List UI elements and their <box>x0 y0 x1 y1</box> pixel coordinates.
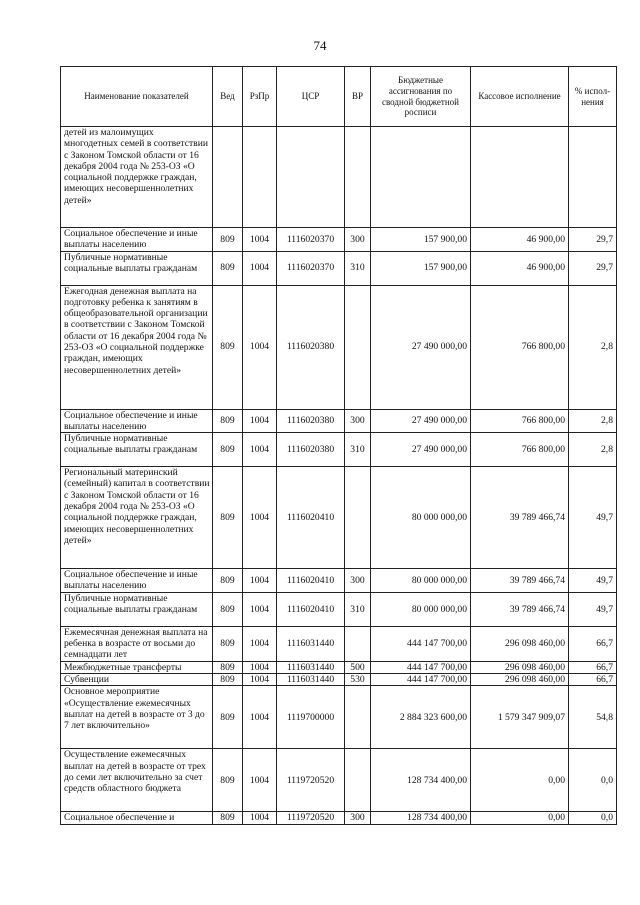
cell-assignments: 444 147 700,00 <box>371 673 471 685</box>
cell-percent: 29,7 <box>569 251 617 285</box>
cell-cash: 296 098 460,00 <box>471 673 569 685</box>
cell-cash: 766 800,00 <box>471 409 569 433</box>
cell-csr: 1116020410 <box>277 467 345 569</box>
cell-vr <box>345 127 371 228</box>
cell-csr: 1116020410 <box>277 569 345 593</box>
cell-rzpr: 1004 <box>243 409 277 433</box>
cell-vr: 500 <box>345 661 371 673</box>
cell-rzpr: 1004 <box>243 228 277 252</box>
table-row <box>61 626 617 661</box>
cell-ved: 809 <box>213 592 243 626</box>
cell-csr: 1116031440 <box>277 626 345 661</box>
cell-rzpr: 1004 <box>243 812 277 824</box>
cell-cash: 1 579 347 909,07 <box>471 686 569 749</box>
cell-cash: 766 800,00 <box>471 285 569 409</box>
cell-rzpr <box>243 127 277 228</box>
cell-name: Осуществление ежемесячных выплат на детей в возрасте от трех до семи лет включительно за счет средств областного бюджета <box>61 749 213 812</box>
cell-name: Публичные нормативные социальные выплаты гражданам <box>61 592 213 626</box>
cell-cash: 0,00 <box>471 749 569 812</box>
cell-percent: 66,7 <box>569 661 617 673</box>
cell-rzpr: 1004 <box>243 467 277 569</box>
cell-ved: 809 <box>213 749 243 812</box>
table-row <box>61 673 617 685</box>
cell-name: Региональный материнский (семейный) капитал в соответствии с Законом Томской области от 16 декабря 2004 года № 253-ОЗ «О социальной поддержке граждан, имеющих несовершеннолетних детей» <box>61 467 213 569</box>
cell-assignments: 80 000 000,00 <box>371 569 471 593</box>
page-number: 74 <box>313 38 327 53</box>
table-row <box>61 467 617 569</box>
cell-csr: 1116020380 <box>277 409 345 433</box>
cell-assignments: 80 000 000,00 <box>371 592 471 626</box>
cell-name: Субвенции <box>61 673 213 685</box>
cell-percent: 66,7 <box>569 626 617 661</box>
cell-csr: 1116020410 <box>277 592 345 626</box>
cell-vr: 310 <box>345 592 371 626</box>
cell-rzpr: 1004 <box>243 569 277 593</box>
cell-vr: 530 <box>345 673 371 685</box>
cell-percent: 2,8 <box>569 433 617 467</box>
cell-cash: 296 098 460,00 <box>471 626 569 661</box>
cell-percent: 29,7 <box>569 228 617 252</box>
cell-name: Социальное обеспечение и иные выплаты населению <box>61 569 213 593</box>
cell-vr: 300 <box>345 812 371 824</box>
cell-vr <box>345 626 371 661</box>
header-assignments: Бюджетные ассигнования по сводной бюджетной росписи <box>371 67 471 127</box>
table-header-row <box>61 67 617 127</box>
cell-assignments: 128 734 400,00 <box>371 812 471 824</box>
cell-rzpr: 1004 <box>243 285 277 409</box>
table-row <box>61 812 617 824</box>
table-row <box>61 228 617 252</box>
cell-ved: 809 <box>213 285 243 409</box>
cell-ved: 809 <box>213 673 243 685</box>
cell-ved <box>213 127 243 228</box>
table-row <box>61 686 617 749</box>
table-row <box>61 661 617 673</box>
cell-csr: 1116020370 <box>277 251 345 285</box>
cell-assignments: 444 147 700,00 <box>371 626 471 661</box>
cell-name: Публичные нормативные социальные выплаты гражданам <box>61 433 213 467</box>
cell-csr: 1116020370 <box>277 228 345 252</box>
cell-assignments: 157 900,00 <box>371 228 471 252</box>
cell-ved: 809 <box>213 626 243 661</box>
cell-cash: 46 900,00 <box>471 251 569 285</box>
table-row <box>61 433 617 467</box>
cell-rzpr: 1004 <box>243 686 277 749</box>
cell-percent: 49,7 <box>569 592 617 626</box>
cell-ved: 809 <box>213 251 243 285</box>
cell-cash: 0,00 <box>471 812 569 824</box>
cell-ved: 809 <box>213 409 243 433</box>
header-ved: Вед <box>213 67 243 127</box>
cell-vr <box>345 686 371 749</box>
cell-rzpr: 1004 <box>243 749 277 812</box>
cell-percent: 49,7 <box>569 467 617 569</box>
cell-assignments: 444 147 700,00 <box>371 661 471 673</box>
cell-percent: 0,0 <box>569 749 617 812</box>
cell-csr: 1119720520 <box>277 812 345 824</box>
cell-assignments: 27 490 000,00 <box>371 433 471 467</box>
cell-percent: 2,8 <box>569 409 617 433</box>
cell-assignments: 2 884 323 600,00 <box>371 686 471 749</box>
cell-vr: 310 <box>345 433 371 467</box>
cell-name: Основное мероприятие «Осуществление ежемесячных выплат на детей в возрасте от 3 до 7 лет включительно» <box>61 686 213 749</box>
cell-vr: 310 <box>345 251 371 285</box>
table-body <box>61 127 617 825</box>
cell-assignments: 27 490 000,00 <box>371 409 471 433</box>
cell-name: Публичные нормативные социальные выплаты гражданам <box>61 251 213 285</box>
cell-ved: 809 <box>213 812 243 824</box>
cell-assignments: 157 900,00 <box>371 251 471 285</box>
cell-ved: 809 <box>213 569 243 593</box>
header-name: Наименование показателей <box>61 67 213 127</box>
cell-ved: 809 <box>213 467 243 569</box>
cell-vr: 300 <box>345 409 371 433</box>
cell-percent: 2,8 <box>569 285 617 409</box>
header-cash: Кассовое исполнение <box>471 67 569 127</box>
cell-vr <box>345 467 371 569</box>
cell-cash: 39 789 466,74 <box>471 592 569 626</box>
cell-assignments <box>371 127 471 228</box>
cell-rzpr: 1004 <box>243 251 277 285</box>
header-csr: ЦСР <box>277 67 345 127</box>
cell-cash <box>471 127 569 228</box>
cell-vr <box>345 749 371 812</box>
cell-name: Межбюджетные трансферты <box>61 661 213 673</box>
cell-percent: 66,7 <box>569 673 617 685</box>
cell-rzpr: 1004 <box>243 626 277 661</box>
table-row <box>61 285 617 409</box>
header-rzpr: РзПр <box>243 67 277 127</box>
cell-percent: 54,8 <box>569 686 617 749</box>
cell-csr: 1116031440 <box>277 661 345 673</box>
cell-vr <box>345 285 371 409</box>
cell-vr: 300 <box>345 569 371 593</box>
budget-execution-table <box>60 66 617 825</box>
cell-name: Ежемесячная денежная выплата на ребенка в возрасте от восьми до семнадцати лет <box>61 626 213 661</box>
cell-cash: 766 800,00 <box>471 433 569 467</box>
header-vr: ВР <box>345 67 371 127</box>
cell-csr: 1116020380 <box>277 433 345 467</box>
cell-assignments: 80 000 000,00 <box>371 467 471 569</box>
cell-rzpr: 1004 <box>243 673 277 685</box>
cell-name: Социальное обеспечение и иные выплаты населению <box>61 228 213 252</box>
table-row <box>61 749 617 812</box>
cell-percent <box>569 127 617 228</box>
cell-cash: 296 098 460,00 <box>471 661 569 673</box>
cell-vr: 300 <box>345 228 371 252</box>
table-row <box>61 592 617 626</box>
table-row <box>61 569 617 593</box>
cell-assignments: 27 490 000,00 <box>371 285 471 409</box>
table-row <box>61 409 617 433</box>
cell-cash: 39 789 466,74 <box>471 467 569 569</box>
cell-ved: 809 <box>213 433 243 467</box>
cell-csr: 1119720520 <box>277 749 345 812</box>
cell-ved: 809 <box>213 228 243 252</box>
cell-csr: 1116031440 <box>277 673 345 685</box>
cell-ved: 809 <box>213 661 243 673</box>
header-percent: % испол-нения <box>569 67 617 127</box>
cell-csr: 1119700000 <box>277 686 345 749</box>
table-row <box>61 127 617 228</box>
table-row <box>61 251 617 285</box>
cell-name: Социальное обеспечение и иные выплаты населению <box>61 409 213 433</box>
cell-cash: 46 900,00 <box>471 228 569 252</box>
cell-cash: 39 789 466,74 <box>471 569 569 593</box>
cell-percent: 49,7 <box>569 569 617 593</box>
cell-name: Ежегодная денежная выплата на подготовку ребенка к занятиям в общеобразовательной организации в соответствии с Законом Томской области от 16 декабря 2004 года № 253-ОЗ «О социальной поддержке граждан, имеющих несовершеннолетних детей» <box>61 285 213 409</box>
cell-rzpr: 1004 <box>243 661 277 673</box>
cell-csr <box>277 127 345 228</box>
cell-name: детей из малоимущих многодетных семей в соответствии с Законом Томской области от 16 декабря 2004 года № 253-ОЗ «О социальной поддержке граждан, имеющих несовершеннолетних детей» <box>61 127 213 228</box>
cell-ved: 809 <box>213 686 243 749</box>
cell-assignments: 128 734 400,00 <box>371 749 471 812</box>
cell-rzpr: 1004 <box>243 592 277 626</box>
cell-csr: 1116020380 <box>277 285 345 409</box>
cell-percent: 0,0 <box>569 812 617 824</box>
cell-name: Социальное обеспечение и <box>61 812 213 824</box>
cell-rzpr: 1004 <box>243 433 277 467</box>
